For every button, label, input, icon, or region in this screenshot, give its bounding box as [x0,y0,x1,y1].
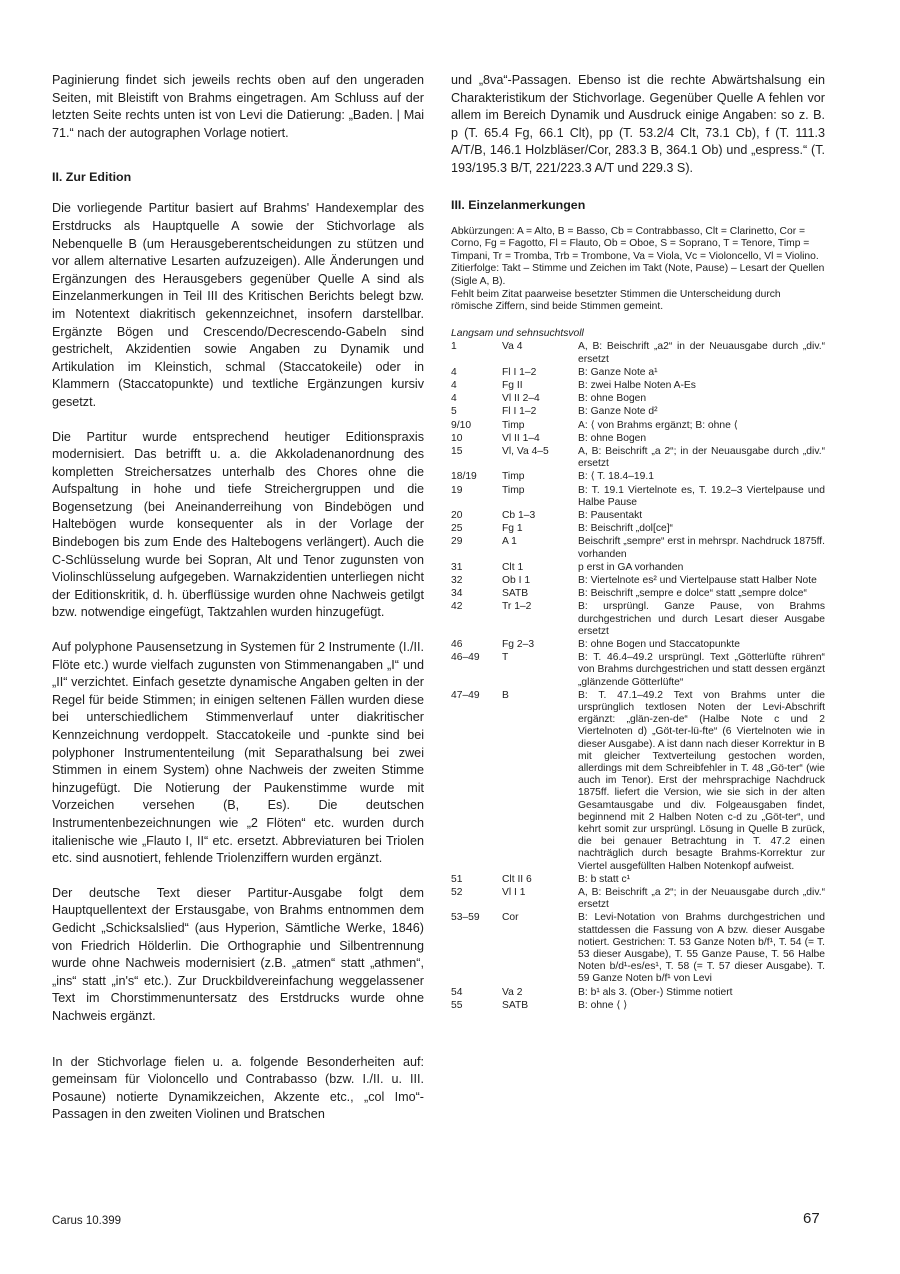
citation-order: Zitierfolge: Takt – Stimme und Zeichen im Takt (Note, Pause) – Lesart der Quellen (Sigle A, B). [451,263,825,287]
table-row [451,1000,825,1013]
note-text: A: ⟨ von Brahms ergänzt; B: ohne ⟨ [578,419,738,431]
bar-number: 34 [451,588,463,600]
part-name: Vl I 1 [502,887,526,899]
note-text: B: Pausentakt [578,509,643,521]
note-text: B: ohne ⟨ ⟩ [578,999,628,1011]
part-name: B [502,689,509,701]
abbreviations: Abkürzungen: A = Alto, B = Basso, Cb = Contrabbasso, Clt = Clarinetto, Cor = Corno, Fg = Fagotto, Fl = Flauto, Ob = Oboe, S = Soprano, T = Tenore, Timp = Timpani, Tr = Tromba, Trb = Trombone, Va = Viola, Vc = Violoncello, Vl = Violino. [451,225,819,262]
table-row [451,523,825,536]
bar-number: 46 [451,638,463,650]
note-text: B: Ganze Note a¹ [578,366,658,378]
bar-number: 53–59 [451,912,480,924]
bar-number: 4 [451,379,457,391]
bar-number: 10 [451,432,463,444]
part-name: Fg 1 [502,523,523,535]
note-text: B: T. 46.4–49.2 ursprüngl. Text „Götterlüfte rühren“ von Brahms durchgestrichen und statt dessen ergänzt „glänzende Götterlüfte“ [578,652,825,688]
table-row [451,887,825,912]
part-name: Va 2 [502,986,523,998]
part-name: Fl I 1–2 [502,366,537,378]
bar-number: 20 [451,509,463,521]
bar-number: 52 [451,887,463,899]
pair-note: Fehlt beim Zitat paarweise besetzter Stimmen die Unterscheidung durch römische Ziffern, sind beide Stimmen gemeint. [451,288,781,313]
note-text: B: T. 47.1–49.2 Text von Brahms unter die ursprünglich textlosen Noten der Levi-Abschrift ergänzt: „glän-zen-de“ (Halbe Note c und 2 Viertelnoten d) „Göt-ter-lü-fte“ (6 Viertelnoten wie in dieser Ausgabe). A ist dann nach dieser Korrektur in B mit gleicher Textverteilung gestochen worden, allerdings mit dem Schreibfehler in T. 48 „Gö-ter“ (wie auch im Tenor). Erst der mehrsprachige Nachdruck 1875ff. liefert die Version, wie sie sich in der alten Gesamtausgabe und div. Folgeausgaben findet, beginnend mit 2 Halben Noten c-d zu „Göt-ter“, und kehrt somit zur ursprüngl. Lösung in Quelle B zurück, die bei genauer Betrachtung in T. 47.2 einen nachträglich durch besagte Brahms-Korrektur zur Viertel ausgefüllten Halben Notenkopf aufweist. [578,689,825,872]
table-row [451,485,825,510]
table-row [451,446,825,471]
part-name: Clt II 6 [502,873,532,885]
note-text: A, B: Beischrift „a2“ in der Neuausgabe durch „div.“ ersetzt [578,341,825,365]
right-column [451,72,825,1013]
section-heading: III. Einzelanmerkungen [451,197,586,212]
table-row [451,575,825,588]
bar-number: 46–49 [451,652,480,664]
part-name: Timp [502,471,525,483]
paragraph: Die vorliegende Partitur basiert auf Brahms' Handexemplar des Erstdrucks als Hauptquelle A sowie der Stichvorlage als Nebenquelle B (um Herausgeberentscheidungen zu stützen und vor allem alternative Lesarten aufzuzeigen). Alle Änderungen und Ergänzungen des Herausgebers gegenüber Quelle A sind als Einzelanmerkungen in Teil III des Kritischen Berichts belegt bzw. im Notentext diakritisch gekennzeichnet, insofern darstellbar. Ergänzte Bögen und Crescendo/Decrescendo-Gabeln sind gestrichelt, Akzidentien sowie Angaben zu Dynamik und Artikulation im Kleinstich, schmal (Staccatokeile) oder in Klammern (Staccatopunkte) und textliche Ergänzungen kursiv gesetzt. [52,201,424,409]
table-row [451,690,825,874]
part-name: Cb 1–3 [502,509,536,521]
bar-number: 31 [451,561,463,573]
note-text: B: ohne Bogen und Staccatopunkte [578,638,741,650]
part-name: Va 4 [502,341,523,353]
part-name: Timp [502,419,525,431]
movement-title: Langsam und sehnsuchtsvoll [451,327,584,339]
table-row [451,562,825,575]
table-row [451,393,825,406]
table-row [451,588,825,601]
table-row [451,433,825,446]
part-name: Tr 1–2 [502,601,532,613]
paragraph: Der deutsche Text dieser Partitur-Ausgabe folgt dem Hauptquellentext der Erstausgabe, von Brahms entnommen dem Gedicht „Schicksalslied“ (aus Hyperion, Sämtliche Werke, 1846) von Friedrich Hölderlin. Die Orthographie und Silbentrennung wurde ohne Nachweis modernisiert (z.B. „atmen“ statt „athmen“, „ins“ statt „in's“ etc.). Zur Druckbildvereinfachung weggelassener Text im Chorstimmenuntersatz des Erstdrucks wurde ohne Nachweis ergänzt. [52,885,424,1023]
page-number: 67 [803,1210,820,1227]
bar-number: 19 [451,484,463,496]
table-row [451,367,825,380]
paragraph: In der Stichvorlage fielen u. a. folgende Besonderheiten auf: gemeinsam für Violoncello und Contrabasso (bzw. I./II. u. III. Posaune) notierte Dynamikzeichen, Akzente etc., „col Imo“-Passagen in den zweiten Violinen und Bratschen [52,1054,424,1122]
table-row [451,536,825,561]
table-row [451,874,825,887]
bar-number: 15 [451,445,463,457]
part-name: Timp [502,484,525,496]
table-row [451,471,825,484]
table-row [451,987,825,1000]
note-text: Beischrift „sempre“ erst in mehrspr. Nachdruck 1875ff. vorhanden [578,536,825,560]
note-text: B: b statt c¹ [578,873,631,885]
bar-number: 5 [451,406,457,418]
bar-number: 25 [451,523,463,535]
note-text: B: Ganze Note d² [578,406,658,418]
bar-number: 29 [451,536,463,548]
bar-number: 55 [451,999,463,1011]
table-row [451,601,825,639]
part-name: Fl I 1–2 [502,406,537,418]
left-column [52,72,424,1141]
table-row [451,510,825,523]
bar-number: 4 [451,393,457,405]
bar-number: 51 [451,873,463,885]
notes-table [451,341,825,1013]
table-row [451,652,825,690]
table-row [451,420,825,433]
paragraph: und „8va“-Passagen. Ebenso ist die rechte Abwärtshalsung ein Charakteristikum der Stichvorlage. Gegenüber Quelle A fehlen vor allem im Bereich Dynamik und Ausdruck einige Angaben: so z. B. p (T. 65.4 Fg, 66.1 Clt), pp (T. 53.2/4 Clt, 73.1 Cb), f (T. 111.3 A/T/B, 146.1 Holzbläser/Cor, 283.3 B, 364.1 Ob) und „espress.“ (T. 193/195.3 B/T, 221/223.3 A/T und 229.3 S). [451,73,825,175]
paragraph: Die Partitur wurde entsprechend heutiger Editionspraxis modernisiert. Das betrifft u. a. die Akkoladenanordnung des kompletten Streichersatzes unterhalb des Chores ohne die Aufspaltung in hohe und tiefe Streichergruppen und die Bogensetzung (bei Aneinanderreihung von Bindebögen und Haltebögen wurde konsequenter als in der Vorlage der Bindebogen bis zum Ende des Haltebogens verlängert). Auch die C-Schlüsselung wurde bei Sopran, Alt und Tenor zugunsten von Violinschlüsselung aufgegeben. Warnakzidentien unterliegen nicht der Editionskritik, d. h. überflüssige wurden ohne Nachweis getilgt bzw. notwendige eingefügt, Taktzahlen wurden hinzugefügt. [52,429,424,620]
bar-number: 18/19 [451,471,477,483]
paragraph: Paginierung findet sich jeweils rechts oben auf den ungeraden Seiten, mit Bleistift von Brahms eingetragen. Am Schluss auf der letzten Seite rechts unten ist von Levi die Datierung: „Baden. | Mai 71.“ nach der autographen Vorlage notiert. [52,73,424,140]
bar-number: 4 [451,366,457,378]
table-row [451,341,825,366]
table-row [451,912,825,986]
part-name: T [502,652,509,664]
part-name: Clt 1 [502,561,524,573]
footer-catalog-number: Carus 10.399 [52,1215,122,1227]
bar-number: 1 [451,341,457,353]
part-name: Vl II 2–4 [502,393,540,405]
paragraph: Auf polyphone Pausensetzung in Systemen für 2 Instrumente (I./II. Flöte etc.) wurde vielfach zugunsten von Stimmenangaben „I“ und „II“ verzichtet. Einfach gesetzte dynamische Angaben gelten in der Regel für beide Stimmen; in einigen seltenen Fällen wurden diese bei unterschiedlichem Stimmenverlauf unter diakritischer Kennzeichnung verdoppelt. Staccatokeile und -punkte sind bei polyphoner Instrumententeilung (mit Separathalsung bei zwei Stimmen in einem System) ohne Nachweis der zweiten Stimme hinzugefügt. Die Notierung der Paukenstimme wurde mit Vorzeichen versehen (B, Es). Die deutschen Instrumentenbezeichnungen wie „2 Flöten“ etc. wurden durch italienische wie „Flauto I, II“ etc. ersetzt. Abbreviaturen bei Triolen etc. sind ausnotiert, fehlende Triolenziffern wurden ergänzt. [52,640,424,866]
bar-number: 54 [451,986,463,998]
note-text: B: Viertelnote es² und Viertelpause statt Halber Note [578,574,817,586]
note-text: B: ohne Bogen [578,393,647,405]
part-name: Fg II [502,379,523,391]
note-text: A, B: Beischrift „a 2“; in der Neuausgabe durch „div.“ ersetzt [578,887,825,911]
note-text: B: ⟨ T. 18.4–19.1 [578,471,654,483]
section-heading: II. Zur Edition [52,170,132,185]
part-name: Vl II 1–4 [502,432,540,444]
table-row [451,406,825,419]
note-text: B: Levi-Notation von Brahms durchgestrichen und stattdessen die Fassung von A bzw. dieser Ausgabe notiert. Gestrichen: T. 53 Ganze Noten b/f¹, T. 54 (= T. 53 dieser Ausgabe), T. 55 Ganze Pause, T. 56 Halbe Noten b/d¹-es/es¹, T. 58 (= T. 57 dieser Ausgabe). T. 59 Ganze Noten b/f¹ von Levi [578,912,825,985]
part-name: SATB [502,588,529,600]
part-name: Cor [502,912,519,924]
part-name: SATB [502,999,529,1011]
abbreviation-block [451,226,825,314]
bar-number: 42 [451,601,463,613]
note-text: B: zwei Halbe Noten A-Es [578,379,696,391]
bar-number: 32 [451,574,463,586]
note-text: B: Beischrift „dol[ce]“ [578,523,673,535]
bar-number: 9/10 [451,419,472,431]
note-text: B: b¹ als 3. (Ober-) Stimme notiert [578,986,733,998]
part-name: Ob I 1 [502,574,531,586]
note-text: B: ursprüngl. Ganze Pause, von Brahms durchgestrichen und durch Lesart dieser Ausgabe ersetzt [578,601,825,637]
part-name: Fg 2–3 [502,638,535,650]
bar-number: 47–49 [451,689,480,701]
note-text: A, B: Beischrift „a 2“; in der Neuausgabe durch „div.“ ersetzt [578,445,825,470]
note-text: B: Beischrift „sempre e dolce“ statt „sempre dolce“ [578,588,807,600]
part-name: A 1 [502,536,517,548]
note-text: B: ohne Bogen [578,432,647,444]
table-row [451,380,825,393]
table-row [451,639,825,652]
part-name: Vl, Va 4–5 [502,445,549,457]
note-text: p erst in GA vorhanden [578,561,684,573]
note-text: B: T. 19.1 Viertelnote es, T. 19.2–3 Viertelpause und Halbe Pause [578,484,825,508]
